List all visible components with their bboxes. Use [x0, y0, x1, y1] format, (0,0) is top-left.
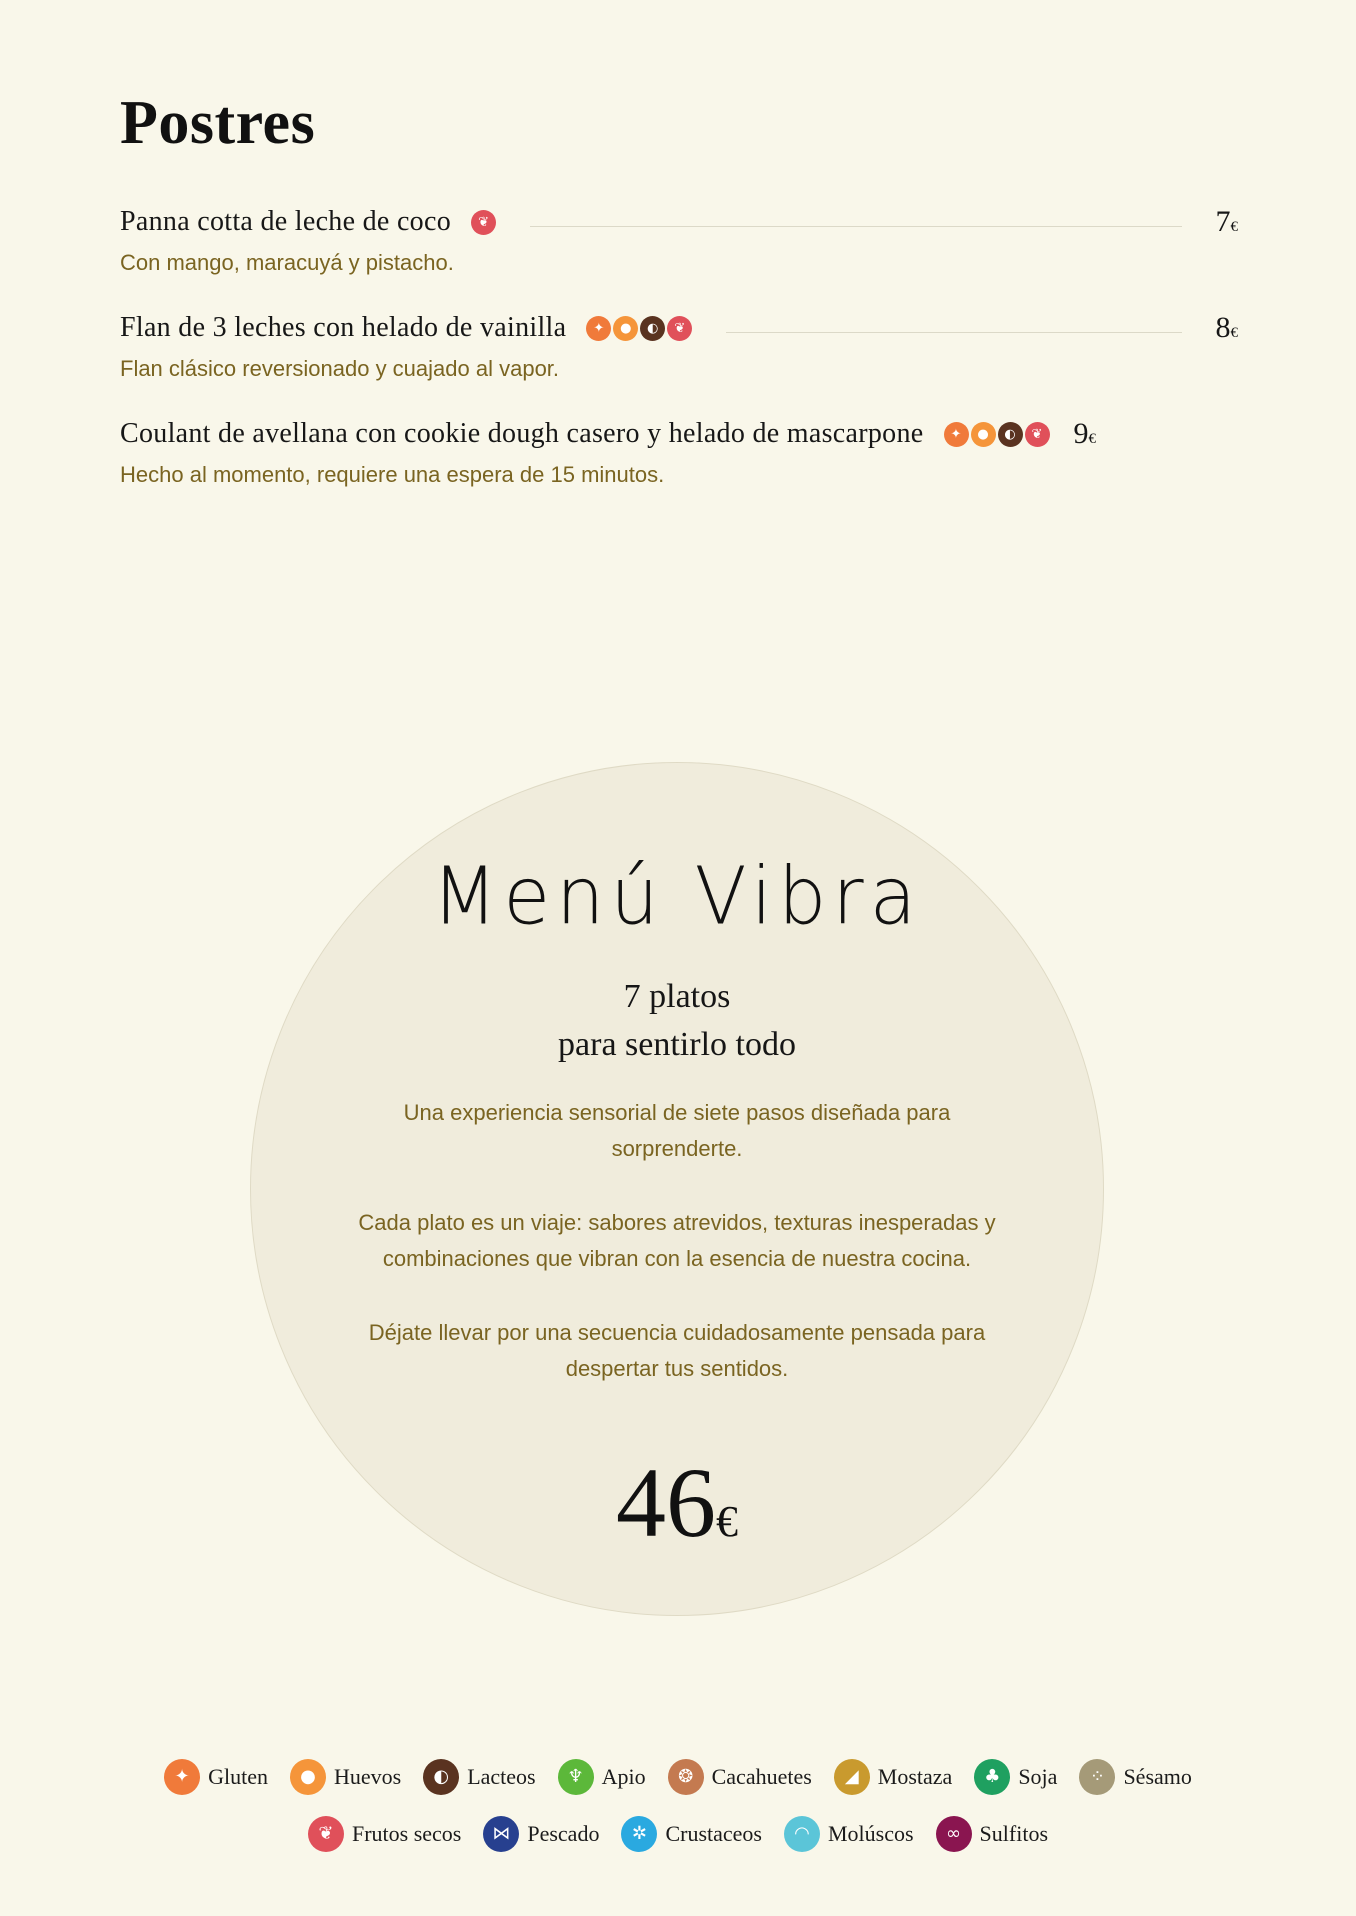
- pescado-icon: ⋈: [483, 1816, 519, 1852]
- cacahuetes-icon: ❂: [668, 1759, 704, 1795]
- gluten-icon: ✦: [586, 316, 611, 341]
- crustaceos-icon: ✲: [621, 1816, 657, 1852]
- dish-allergens: [944, 422, 1050, 447]
- dish-name: Panna cotta de leche de coco: [120, 206, 452, 237]
- legend-item: [668, 1759, 812, 1795]
- legend-label: Gluten: [208, 1764, 268, 1789]
- sulfitos-icon: ∞: [936, 1816, 972, 1852]
- menu-paragraph: Cada plato es un viaje: sabores atrevidos, texturas inesperadas y combinaciones que vibran con la esencia de nuestra cocina.: [358, 1210, 996, 1271]
- legend-item: [936, 1816, 1048, 1852]
- legend-label: Frutos secos: [351, 1821, 462, 1846]
- frutos-secos-icon: ❦: [308, 1816, 344, 1852]
- dish-description: Con mango, maracuyá y pistacho.: [120, 250, 454, 275]
- legend-label: Sésamo: [1123, 1764, 1192, 1789]
- dotted-leader: [1056, 434, 1068, 435]
- huevos-icon: ●: [971, 422, 996, 447]
- dish-item: [120, 414, 1238, 488]
- huevos-icon: ●: [290, 1759, 326, 1795]
- legend-label: Lacteos: [467, 1764, 536, 1789]
- menu-paragraph: Déjate llevar por una secuencia cuidadosamente pensada para despertar tus sentidos.: [368, 1320, 986, 1381]
- legend-item: [483, 1816, 599, 1852]
- legend-item: [974, 1759, 1057, 1795]
- legend-label: Apio: [601, 1764, 646, 1789]
- huevos-icon: ●: [613, 316, 638, 341]
- lacteos-icon: ◐: [640, 316, 665, 341]
- legend-item: [423, 1759, 535, 1795]
- frutos-secos-icon: ❦: [667, 316, 692, 341]
- legend-label: Mostaza: [877, 1764, 953, 1789]
- menu-description: [351, 1095, 1003, 1425]
- dish-allergens: [586, 316, 692, 341]
- dish-item: [120, 308, 1238, 382]
- menu-subtitle-line: para sentirlo todo: [558, 1026, 796, 1063]
- legend-item: [308, 1816, 461, 1852]
- frutos-secos-icon: ❦: [471, 210, 496, 235]
- menu-subtitle-line: 7 platos: [623, 978, 731, 1015]
- dish-price: 7€: [1215, 205, 1238, 238]
- lacteos-icon: ◐: [998, 422, 1023, 447]
- apio-icon: ♆: [558, 1759, 594, 1795]
- legend-label: Crustaceos: [665, 1821, 762, 1846]
- legend-item: [834, 1759, 953, 1795]
- dish-description: Hecho al momento, requiere una espera de 15 minutos.: [120, 462, 665, 487]
- lacteos-icon: ◐: [423, 1759, 459, 1795]
- legend-item: [290, 1759, 401, 1795]
- dotted-leader: [530, 226, 1181, 227]
- gluten-icon: ✦: [944, 422, 969, 447]
- allergen-legend: [0, 1816, 1356, 1852]
- dish-name: Flan de 3 leches con helado de vainilla: [120, 312, 567, 343]
- menu-price: 46€: [616, 1447, 738, 1558]
- legend-item: [621, 1816, 762, 1852]
- tasting-menu-card: [250, 762, 1104, 1616]
- dish-price: 9€: [1073, 417, 1096, 450]
- allergen-legend: [0, 1759, 1356, 1795]
- legend-item: [1079, 1759, 1191, 1795]
- moluscos-icon: ◠: [784, 1816, 820, 1852]
- menu-paragraph: Una experiencia sensorial de siete pasos diseñada para sorprenderte.: [403, 1100, 951, 1161]
- mostaza-icon: ◢: [834, 1759, 870, 1795]
- dish-item: [120, 202, 1238, 276]
- legend-label: Sulfitos: [979, 1821, 1049, 1846]
- gluten-icon: ✦: [164, 1759, 200, 1795]
- dish-description: Flan clásico reversionado y cuajado al vapor.: [120, 356, 560, 381]
- legend-item: [164, 1759, 268, 1795]
- legend-label: Soja: [1018, 1764, 1058, 1789]
- dish-price: 8€: [1215, 311, 1238, 344]
- dish-name: Coulant de avellana con cookie dough casero y helado de mascarpone: [120, 418, 924, 449]
- legend-label: Huevos: [333, 1764, 402, 1789]
- menu-subtitle: [251, 973, 1103, 1069]
- page-title: Postres: [120, 89, 316, 157]
- legend-label: Pescado: [527, 1821, 600, 1846]
- legend-item: [558, 1759, 646, 1795]
- legend-label: Cacahuetes: [711, 1764, 812, 1789]
- legend-item: [784, 1816, 914, 1852]
- frutos-secos-icon: ❦: [1025, 422, 1050, 447]
- menu-title: Menú Vibra: [431, 848, 923, 943]
- legend-label: Molúscos: [827, 1821, 914, 1846]
- soja-icon: ♣: [974, 1759, 1010, 1795]
- dotted-leader: [726, 332, 1181, 333]
- sesamo-icon: ⁘: [1079, 1759, 1115, 1795]
- dish-allergens: [471, 210, 496, 235]
